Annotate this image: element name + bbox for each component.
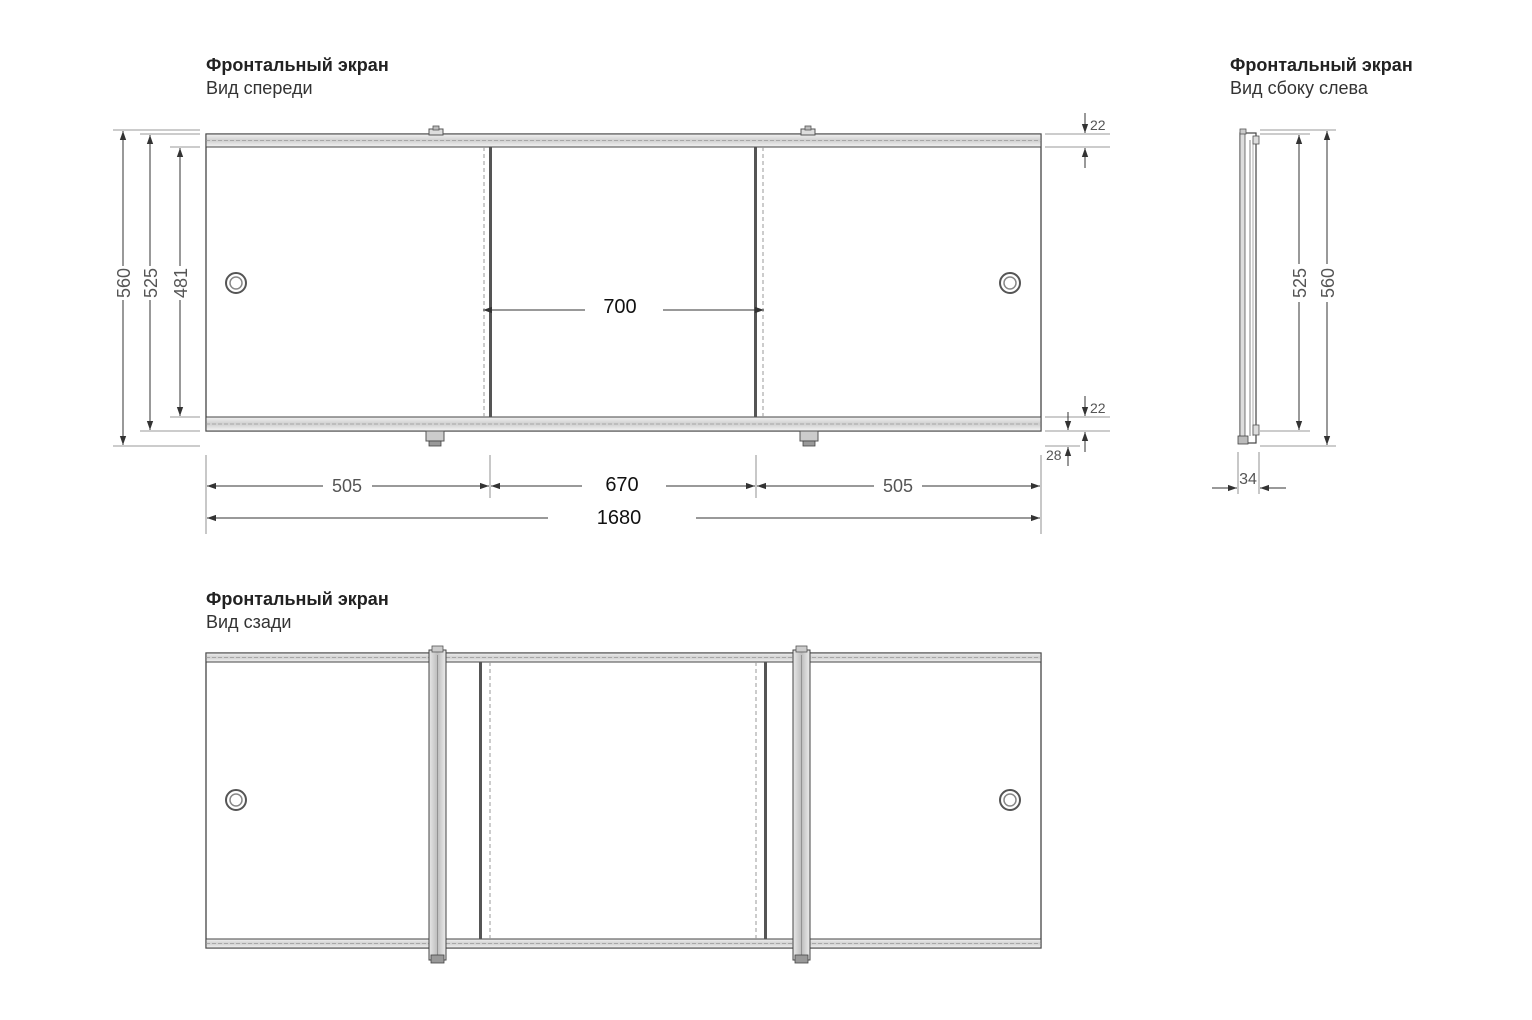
front-handle-left	[226, 273, 246, 293]
side-view-title: Фронтальный экран	[1230, 55, 1413, 75]
dim-front-leg: 28	[1046, 447, 1062, 463]
front-right-divider	[754, 147, 757, 417]
back-left-divider	[479, 662, 482, 939]
front-handle-right	[1000, 273, 1020, 293]
dim-front-height-panel: 525	[141, 267, 161, 299]
dim-front-height-inner: 481	[171, 267, 191, 299]
dim-side-depth: 34	[1239, 471, 1257, 488]
back-handle-right	[1000, 790, 1020, 810]
dim-front-middle-width: 700	[603, 296, 637, 318]
back-view-drawing	[206, 646, 1041, 963]
dim-side-height-panel: 525	[1290, 267, 1310, 299]
front-leg-left	[426, 431, 444, 441]
front-view-title: Фронтальный экран	[206, 55, 389, 75]
back-view-title: Фронтальный экран	[206, 589, 389, 609]
dim-front-height-total: 560	[114, 267, 134, 299]
back-handle-left	[226, 790, 246, 810]
dim-side-height-total: 560	[1318, 267, 1338, 299]
side-view-drawing	[1212, 129, 1338, 494]
back-view-subtitle: Вид сзади	[206, 612, 292, 632]
front-view-drawing	[113, 113, 1110, 534]
back-right-divider	[764, 662, 767, 939]
dim-front-center-width: 670	[605, 474, 639, 496]
dim-front-right-width: 505	[882, 476, 914, 496]
front-view-subtitle: Вид спереди	[206, 78, 313, 98]
back-panel-outline	[206, 653, 1041, 948]
front-panel-outline	[206, 134, 1041, 431]
dim-front-total-width: 1680	[596, 507, 642, 529]
dim-front-top-profile: 22	[1090, 117, 1106, 133]
side-view-subtitle: Вид сбоку слева	[1230, 78, 1368, 98]
front-left-divider	[489, 147, 492, 417]
dim-front-left-width: 505	[331, 476, 363, 496]
front-leg-right	[800, 431, 818, 441]
dim-front-bottom-profile: 22	[1090, 400, 1106, 416]
